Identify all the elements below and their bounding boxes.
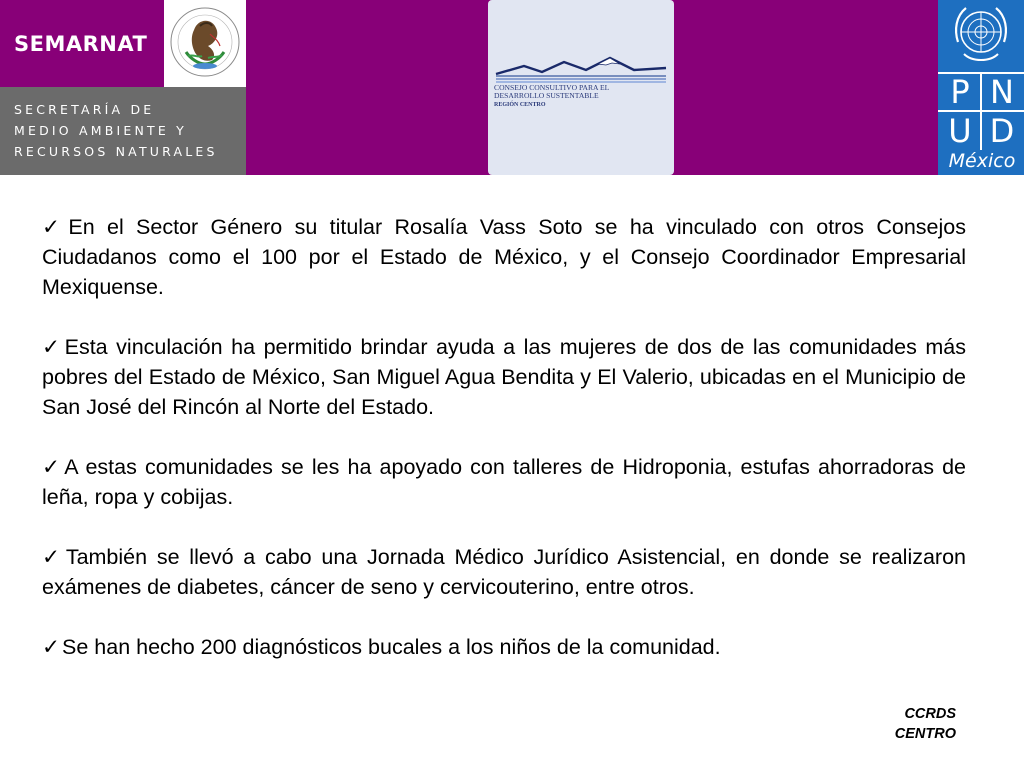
checkmark-icon: ✓ [42, 635, 61, 659]
pnud-country: México [948, 150, 1016, 172]
bullet-paragraph [42, 452, 966, 512]
bullet-text: En el Sector Género su titular Rosalía Vass Soto se ha vinculado con otros Consejos Ciudadanos como el 100 por el Estado de México, y el Consejo Coordinador Empresarial Mexiquense. [42, 215, 966, 299]
semarnat-name: SEMARNAT [14, 32, 148, 56]
bullet-text: Esta vinculación ha permitido brindar ayuda a las mujeres de dos de las comunidades más pobres del Estado de México, San Miguel Agua Bendita y El Valerio, ubicadas en el Municipio de San José del Rincón al Norte del Estado. [42, 335, 967, 419]
consejo-text [494, 84, 670, 109]
semarnat-logo [0, 0, 246, 175]
pnud-letter-p: P [950, 73, 970, 111]
consejo-line-3: REGIÓN CENTRO [494, 102, 546, 108]
pnud-letter-n: N [990, 73, 1014, 111]
footer-line-1: CCRDS [904, 706, 956, 722]
consejo-consultivo-logo [488, 0, 674, 175]
bullet-text: También se llevó a cabo una Jornada Médico Jurídico Asistencial, en donde se realizaron exámenes de diabetes, cáncer de seno y cervicouterino, entre otros. [42, 545, 967, 599]
semarnat-line-2: MEDIO AMBIENTE Y [14, 123, 187, 138]
bullet-paragraph [42, 542, 966, 602]
checkmark-icon: ✓ [42, 335, 63, 359]
consejo-line-1: CONSEJO CONSULTIVO PARA EL [494, 83, 610, 92]
footer-line-2: CENTRO [894, 726, 956, 742]
checkmark-icon: ✓ [42, 455, 63, 479]
bullet-paragraph [42, 212, 966, 302]
mexican-coat-of-arms-seal-icon [164, 0, 246, 87]
bullet-text: Se han hecho 200 diagnósticos bucales a los niños de la comunidad. [62, 635, 721, 659]
pnud-letter-u: U [948, 112, 972, 150]
slide-body [42, 212, 966, 662]
semarnat-line-1: SECRETARÍA DE [14, 102, 155, 117]
checkmark-icon: ✓ [42, 545, 64, 569]
semarnat-subtitle-panel [0, 87, 246, 175]
footer-label [895, 704, 956, 744]
un-emblem-icon [946, 2, 1016, 68]
bullet-paragraph [42, 332, 966, 422]
pnud-logo [938, 0, 1024, 175]
bullet-text: A estas comunidades se les ha apoyado con talleres de Hidroponia, estufas ahorradoras de leña, ropa y cobijas. [42, 455, 966, 509]
checkmark-icon: ✓ [42, 215, 67, 239]
consejo-line-2: DESARROLLO SUSTENTABLE [494, 91, 599, 100]
pnud-letter-d: D [989, 112, 1015, 150]
semarnat-line-3: RECURSOS NATURALES [14, 144, 218, 159]
header-band [0, 0, 1024, 175]
bullet-paragraph [42, 632, 966, 662]
mountain-logo-icon [494, 54, 668, 84]
